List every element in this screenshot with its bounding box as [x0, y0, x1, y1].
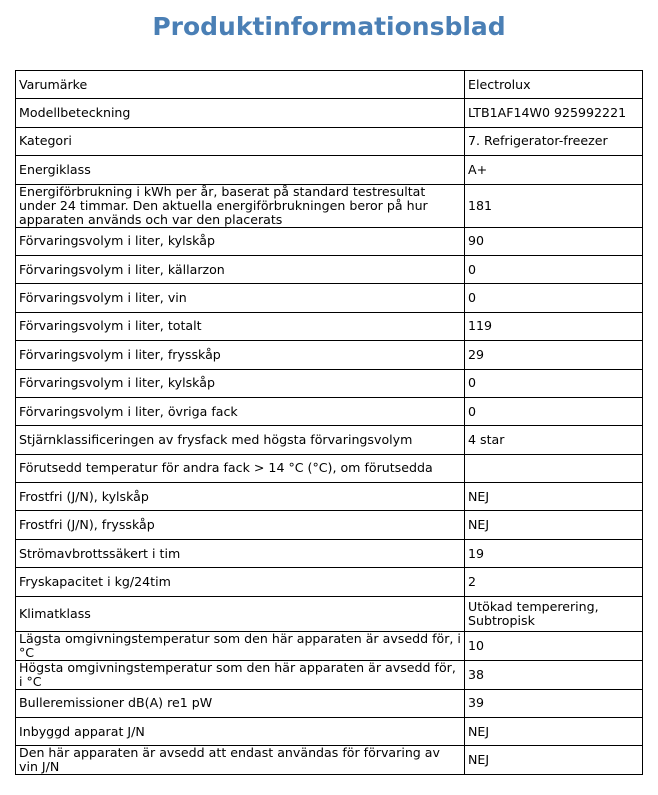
row-label: Energiförbrukning i kWh per år, baserat på standard testresultat under 24 timmar. Den aktuella energiförbrukningen beror på hur apparaten används och var den placerats: [16, 184, 465, 227]
product-info-table: [15, 70, 643, 775]
row-value: 0: [465, 284, 643, 312]
table-row: [16, 156, 643, 184]
table-row: [16, 227, 643, 255]
row-value: 0: [465, 255, 643, 283]
table-row: [16, 746, 643, 775]
row-label: Förvaringsvolym i liter, källarzon: [16, 255, 465, 283]
table-row: [16, 660, 643, 689]
row-value: A+: [465, 156, 643, 184]
table-row: [16, 539, 643, 567]
row-label: Lägsta omgivningstemperatur som den här apparaten är avsedd för, i °C: [16, 631, 465, 660]
row-value: 2: [465, 568, 643, 596]
table-row: [16, 341, 643, 369]
row-label: Frostfri (J/N), kylskåp: [16, 483, 465, 511]
row-label: Förvaringsvolym i liter, kylskåp: [16, 369, 465, 397]
table-row: [16, 397, 643, 425]
table-row: [16, 99, 643, 127]
row-label: Högsta omgivningstemperatur som den här apparaten är avsedd för, i °C: [16, 660, 465, 689]
row-label: Förvaringsvolym i liter, totalt: [16, 312, 465, 340]
table-row: [16, 483, 643, 511]
row-label: Frostfri (J/N), frysskåp: [16, 511, 465, 539]
row-label: Den här apparaten är avsedd att endast användas för förvaring av vin J/N: [16, 746, 465, 775]
row-value: 10: [465, 631, 643, 660]
row-label: Modellbeteckning: [16, 99, 465, 127]
row-label: Inbyggd apparat J/N: [16, 718, 465, 746]
table-row: [16, 511, 643, 539]
row-value: Utökad temperering, Subtropisk: [465, 596, 643, 631]
row-value: LTB1AF14W0 925992221: [465, 99, 643, 127]
row-label: Fryskapacitet i kg/24tim: [16, 568, 465, 596]
table-row: [16, 454, 643, 482]
row-value: 181: [465, 184, 643, 227]
row-label: Strömavbrottssäkert i tim: [16, 539, 465, 567]
row-label: Förutsedd temperatur för andra fack > 14 °C (°C), om förutsedda: [16, 454, 465, 482]
table-row: [16, 71, 643, 99]
table-row: [16, 426, 643, 454]
row-label: Förvaringsvolym i liter, övriga fack: [16, 397, 465, 425]
row-value: 0: [465, 369, 643, 397]
row-value: Electrolux: [465, 71, 643, 99]
row-value: NEJ: [465, 511, 643, 539]
row-label: Förvaringsvolym i liter, frysskåp: [16, 341, 465, 369]
row-value: 119: [465, 312, 643, 340]
table-row: [16, 255, 643, 283]
row-value: 0: [465, 397, 643, 425]
table-row: [16, 369, 643, 397]
row-value: 4 star: [465, 426, 643, 454]
row-value: NEJ: [465, 718, 643, 746]
row-value: 7. Refrigerator-freezer: [465, 127, 643, 155]
row-label: Klimatklass: [16, 596, 465, 631]
table-row: [16, 127, 643, 155]
table-row: [16, 596, 643, 631]
row-label: Energiklass: [16, 156, 465, 184]
row-value: [465, 454, 643, 482]
row-label: Bulleremissioner dB(A) re1 pW: [16, 689, 465, 717]
row-label: Stjärnklassificeringen av frysfack med högsta förvaringsvolym: [16, 426, 465, 454]
page-title: Produktinformationsblad: [152, 12, 506, 41]
table-row: [16, 312, 643, 340]
table-row: [16, 568, 643, 596]
row-value: NEJ: [465, 483, 643, 511]
table-row: [16, 631, 643, 660]
row-value: NEJ: [465, 746, 643, 775]
row-label: Varumärke: [16, 71, 465, 99]
table-row: [16, 689, 643, 717]
row-label: Kategori: [16, 127, 465, 155]
table-row: [16, 718, 643, 746]
row-value: 90: [465, 227, 643, 255]
row-value: 19: [465, 539, 643, 567]
row-value: 39: [465, 689, 643, 717]
row-label: Förvaringsvolym i liter, vin: [16, 284, 465, 312]
row-label: Förvaringsvolym i liter, kylskåp: [16, 227, 465, 255]
row-value: 38: [465, 660, 643, 689]
row-value: 29: [465, 341, 643, 369]
table-row: [16, 184, 643, 227]
table-row: [16, 284, 643, 312]
